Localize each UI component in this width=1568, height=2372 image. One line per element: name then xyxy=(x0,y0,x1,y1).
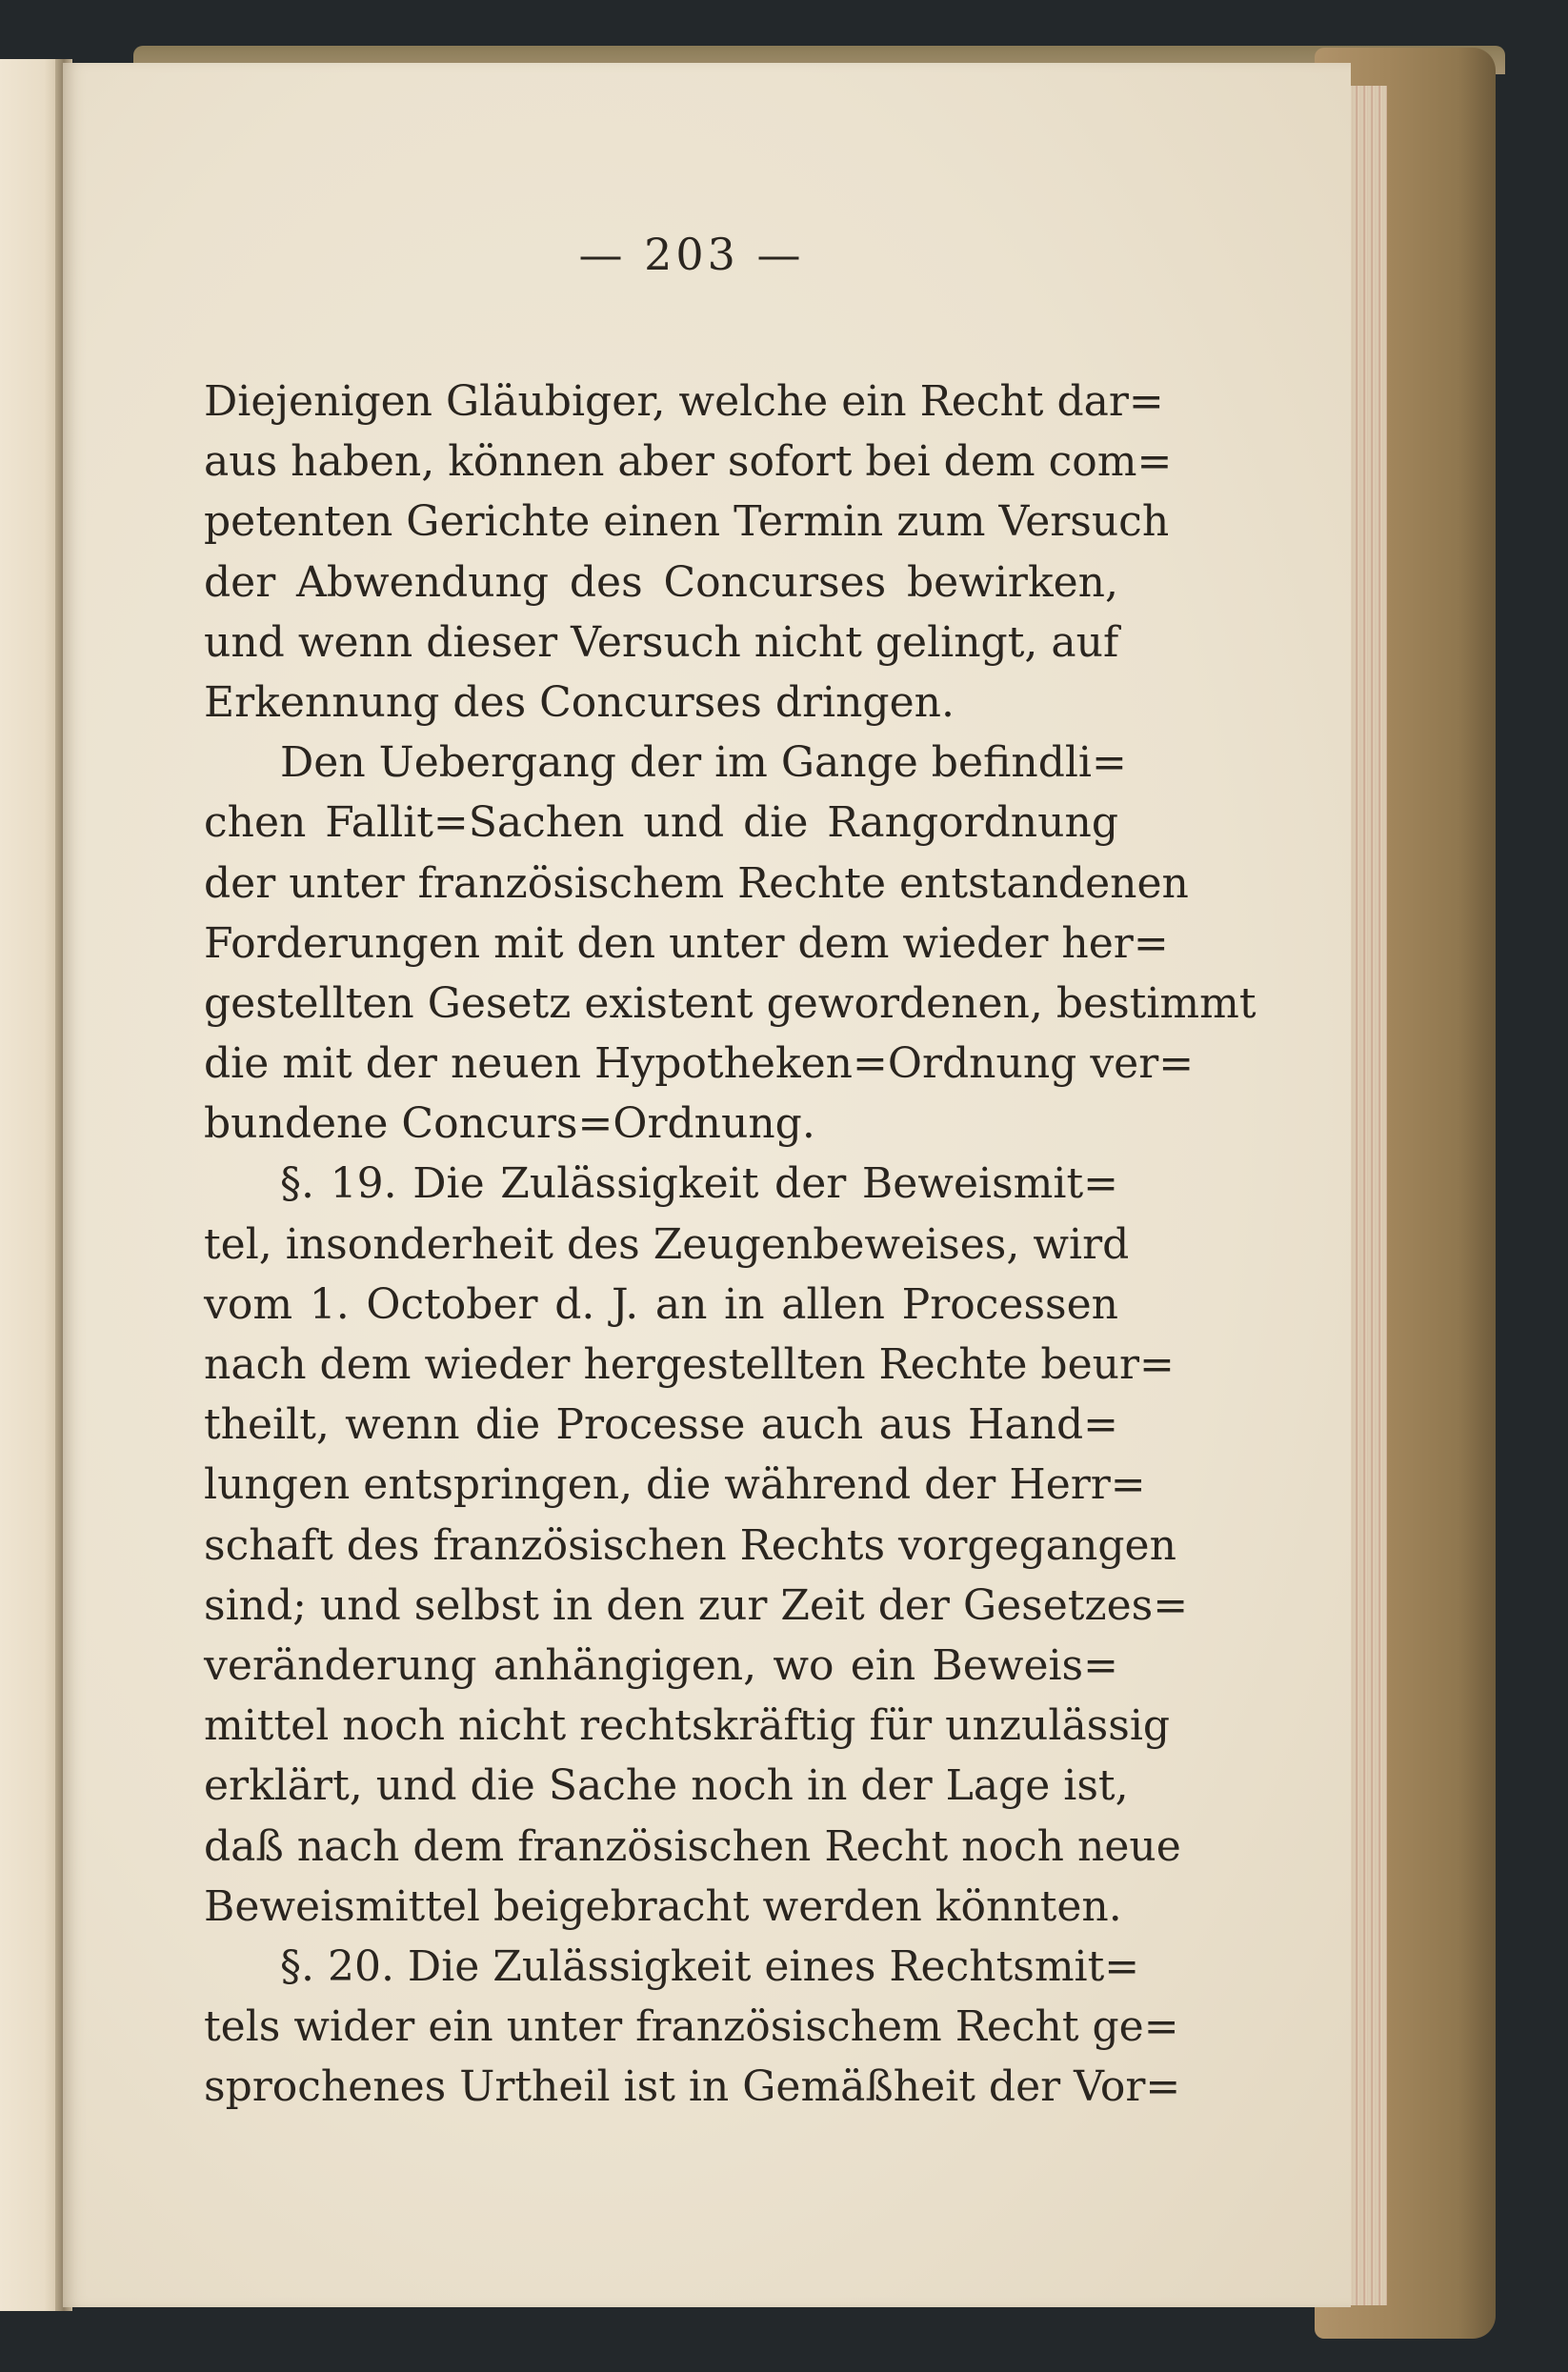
previous-page-edge xyxy=(0,59,63,2311)
text-line: Den Uebergang der im Gange befindli= xyxy=(280,738,1127,788)
text-line: Diejenigen Gläubiger, welche ein Recht dar= xyxy=(204,377,1164,426)
page-edges xyxy=(1345,86,1387,2305)
text-line: §. 19. Die Zulässigkeit der Beweismit= xyxy=(280,1159,1118,1209)
text-line: Erkennung des Concurses dringen. xyxy=(204,677,955,727)
text-line: bundene Concurs=Ordnung. xyxy=(204,1099,815,1149)
text-line: sind; und selbst in den zur Zeit der Gesetzes= xyxy=(204,1580,1189,1630)
text-line: gestellten Gesetz existent gewordenen, bestimmt xyxy=(204,978,1256,1028)
page-number: — 203 — xyxy=(578,229,805,280)
text-line: §. 20. Die Zulässigkeit eines Rechtsmit= xyxy=(280,1941,1140,1991)
text-line: erklärt, und die Sache noch in der Lage ist, xyxy=(204,1761,1129,1811)
page-text xyxy=(204,372,1256,2117)
text-line: schaft des französischen Rechts vorgegangen xyxy=(204,1520,1176,1570)
text-line: veränderung anhängigen, wo ein Beweis= xyxy=(204,1640,1118,1690)
text-line: Forderungen mit den unter dem wieder her= xyxy=(204,918,1169,968)
text-line: nach dem wieder hergestellten Rechte beur= xyxy=(204,1340,1175,1389)
text-line: petenten Gerichte einen Termin zum Versuch xyxy=(204,497,1170,547)
text-line: tels wider ein unter französischem Recht ge= xyxy=(204,2002,1179,2052)
text-line: der unter französischem Rechte entstandenen xyxy=(204,858,1189,908)
text-line: theilt, wenn die Processe auch aus Hand= xyxy=(204,1400,1118,1450)
text-line: der Abwendung des Concurses bewirken, xyxy=(204,557,1118,607)
text-line: sprochenes Urtheil ist in Gemäßheit der Vor= xyxy=(204,2062,1181,2112)
text-line: aus haben, können aber sofort bei dem com= xyxy=(204,437,1173,487)
text-line: tel, insonderheit des Zeugenbeweises, wird xyxy=(204,1219,1130,1269)
text-line: lungen entspringen, die während der Herr= xyxy=(204,1460,1146,1510)
text-line: die mit der neuen Hypotheken=Ordnung ver= xyxy=(204,1039,1195,1089)
text-line: und wenn dieser Versuch nicht gelingt, auf xyxy=(204,617,1119,667)
text-line: mittel noch nicht rechtskräftig für unzulässig xyxy=(204,1701,1171,1751)
text-line: Beweismittel beigebracht werden könnten. xyxy=(204,1881,1122,1931)
text-line: daß nach dem französischen Recht noch neue xyxy=(204,1821,1181,1871)
text-line: chen Fallit=Sachen und die Rangordnung xyxy=(204,798,1118,848)
text-line: vom 1. October d. J. an in allen Processen xyxy=(204,1279,1118,1329)
